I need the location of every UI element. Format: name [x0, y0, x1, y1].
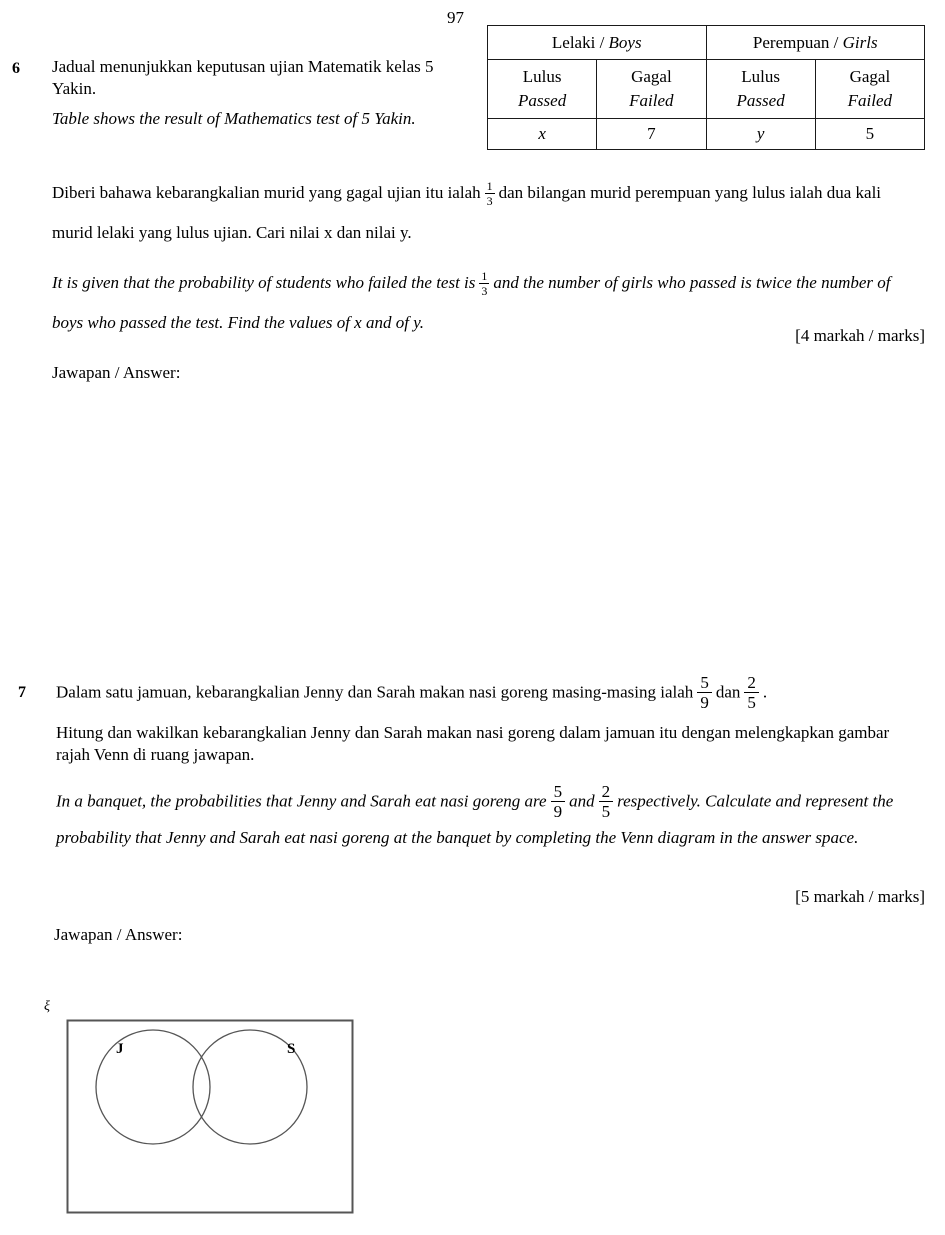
table-header-girls-english: Girls: [842, 33, 878, 52]
table-subheader-boys-failed-malay: Gagal: [631, 67, 672, 86]
table-cell-girls-passed-value: y: [706, 119, 815, 150]
table-subheader-girls-passed-malay: Lulus: [741, 67, 780, 86]
question-6-number: 6: [12, 60, 20, 77]
question-7-english-fraction-2-numerator: 2: [601, 782, 611, 801]
venn-diagram-graphic: [30, 985, 380, 1230]
question-6-malay-part2: dan bilangan murid perempuan yang lulus ialah dua kali murid lelaki yang lulus ujian. Cari nilai x dan nilai y.: [52, 183, 882, 242]
question-6-english-part2: and the number of girls who passed is twice the number of boys who passed the test. Find the values of x and of y.: [52, 273, 891, 332]
question-6-english-part1: It is given that the probability of students who failed the test is: [52, 273, 476, 292]
venn-diagram: [30, 985, 380, 1230]
table-subheader-boys-failed-english: Failed: [629, 91, 674, 110]
question-7-english-fraction-1: [551, 783, 566, 820]
table-cell-boys-failed-value: 7: [597, 119, 706, 150]
table-subheader-boys-failed: [597, 60, 706, 119]
page-number: 97: [447, 8, 464, 27]
question-6-malay-part1: Diberi bahawa kebarangkalian murid yang gagal ujian itu ialah: [52, 183, 481, 202]
results-table: [487, 25, 925, 150]
question-6-malay-fraction: [485, 180, 495, 207]
question-7-malay-part2: .: [762, 682, 768, 702]
table-header-girls-separator: /: [829, 33, 843, 52]
question-7-english-part1: In a banquet, the probabilities that Jenny and Sarah eat nasi goreng are: [56, 791, 547, 811]
table-cell-girls-failed-value: 5: [815, 119, 924, 150]
question-7-body: [56, 675, 924, 865]
table-header-girls-malay: Perempuan: [752, 33, 830, 52]
question-6-answer-label: Jawapan / Answer:: [52, 363, 181, 382]
question-6-malay-fraction-numerator: 1: [486, 178, 493, 193]
question-7-marks: [5 markah / marks]: [795, 887, 925, 906]
table-subheader-boys-passed-malay: Lulus: [522, 67, 562, 86]
question-7-malay-fraction-2-denominator: 5: [744, 692, 759, 711]
question-7-malay-fraction-1-numerator: 5: [700, 673, 709, 692]
question-6-malay-fraction-denominator: 3: [486, 193, 493, 208]
table-header-boys-separator: /: [595, 33, 609, 52]
question-6-english-fraction-denominator: 3: [481, 283, 488, 298]
venn-set-label-j: J: [116, 1041, 124, 1057]
table-subheader-girls-passed: [706, 60, 815, 119]
question-6-stem: [52, 56, 447, 140]
table-subheader-girls-failed-malay: Gagal: [849, 67, 891, 86]
table-row-group-headers: [488, 26, 925, 60]
table-header-boys-malay: Lelaki: [551, 33, 596, 52]
table-subheader-boys-passed: [488, 60, 597, 119]
table-row-sub-headers: [488, 60, 925, 119]
table-header-boys-english: Boys: [608, 33, 642, 52]
question-6-english-paragraph: [52, 263, 922, 343]
question-7-answer-label: Jawapan / Answer:: [54, 925, 183, 944]
question-7-malay-fraction-1: [697, 674, 712, 711]
question-7-number: 7: [18, 684, 26, 701]
table-subheader-girls-failed-english: Failed: [847, 91, 893, 110]
question-6-stem-english: [52, 108, 447, 130]
question-6-body: [52, 173, 922, 353]
question-7-english-fraction-2-denominator: 5: [599, 801, 614, 820]
question-7-english-paragraph: [56, 784, 924, 855]
question-7-english-fraction-1-denominator: 9: [551, 801, 566, 820]
question-7-malay-fraction-2-numerator: 2: [747, 673, 756, 692]
question-6-stem-english-line2: Yakin.: [374, 109, 416, 128]
question-7-english-part2: respectively. Calculate and represent the probability that Jenny and Sarah eat nasi goreng at the banquet by completing the Venn diagram in the answer space.: [56, 791, 894, 847]
question-6-stem-english-line1: Table shows the result of Mathematics test of 5: [52, 109, 370, 128]
question-7-malay-part1: Dalam satu jamuan, kebarangkalian Jenny dan Sarah makan nasi goreng masing-masing ialah: [56, 682, 694, 702]
question-7-malay-fraction-1-denominator: 9: [697, 692, 712, 711]
question-6-english-fraction-numerator: 1: [481, 268, 488, 283]
venn-set-label-s: S: [287, 1041, 296, 1057]
table-header-girls: [706, 26, 925, 60]
table-subheader-boys-passed-english: Passed: [518, 91, 567, 110]
question-7-english-fraction-1-numerator: 5: [553, 782, 563, 801]
question-6-stem-malay-line1: Jadual menunjukkan keputusan ujian Matematik: [52, 57, 382, 76]
question-7-malay-paragraph-1: [56, 675, 924, 712]
table-cell-boys-passed-value: x: [488, 119, 597, 150]
table-subheader-girls-failed: [815, 60, 924, 119]
question-6-stem-malay: [52, 56, 447, 100]
question-6-english-fraction: [479, 270, 489, 297]
question-7-english-fraction-2: [599, 783, 614, 820]
question-6-marks: [4 markah / marks]: [795, 326, 925, 345]
table-subheader-girls-passed-english: Passed: [736, 91, 785, 110]
question-7-malay-conjunction: dan: [715, 682, 741, 702]
question-6-malay-paragraph: [52, 173, 922, 253]
table-header-boys: [488, 26, 707, 60]
universal-set-label: ξ: [44, 999, 50, 1014]
question-7-malay-fraction-2: [744, 674, 759, 711]
table-row-values: [488, 119, 925, 150]
question-7-english-conjunction: and: [569, 791, 595, 811]
question-6-stem-malay-line2: kelas 5 Yakin.: [52, 57, 434, 98]
question-7-malay-paragraph-2: Hitung dan wakilkan kebarangkalian Jenny dan Sarah makan nasi goreng dalam jamuan itu dengan melengkapkan gambar rajah Venn di ruang jawapan.: [56, 723, 890, 764]
